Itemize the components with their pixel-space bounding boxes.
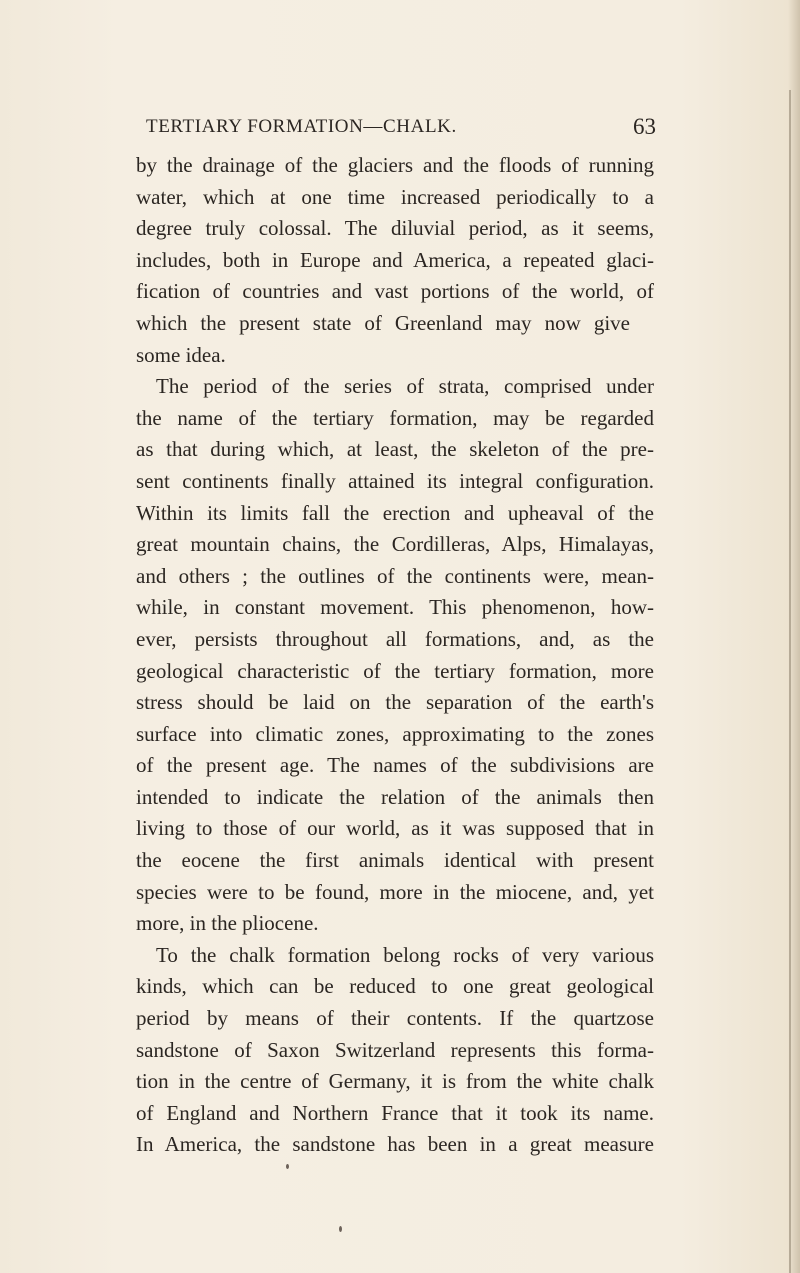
text-line: sent continents finally attained its integral configuration. xyxy=(136,468,654,493)
text-line: living to those of our world, as it was supposed that in xyxy=(136,816,654,841)
text-line: and others ; the outlines of the continents were, mean- xyxy=(136,563,654,588)
page-number: 63 xyxy=(633,114,656,139)
text-line: stress should be laid on the separation of the earth's xyxy=(136,690,654,715)
paper-speck xyxy=(286,1164,289,1169)
text-line: period by means of their contents. If the quartzose xyxy=(136,1006,654,1031)
page-header xyxy=(146,112,656,142)
paper-speck xyxy=(339,1226,342,1232)
text-line: of England and Northern France that it took its name. xyxy=(136,1100,654,1125)
text-line: the name of the tertiary formation, may be regarded xyxy=(136,405,654,430)
body-text xyxy=(136,150,654,1161)
text-line: intended to indicate the relation of the animals then xyxy=(136,784,654,809)
text-line: which the present state of Greenland may now give xyxy=(136,310,630,335)
text-line: the eocene the first animals identical with present xyxy=(136,848,654,873)
text-line: To the chalk formation belong rocks of very various xyxy=(156,942,654,967)
text-line: degree truly colossal. The diluvial period, as it seems, xyxy=(136,216,654,241)
text-line: tion in the centre of Germany, it is from the white chalk xyxy=(136,1069,654,1094)
text-line: surface into climatic zones, approximating to the zones xyxy=(136,721,654,746)
text-line: by the drainage of the glaciers and the floods of running xyxy=(136,153,654,177)
text-line: while, in constant movement. This phenomenon, how- xyxy=(136,595,654,620)
text-line: sandstone of Saxon Switzerland represents this forma- xyxy=(136,1037,654,1062)
text-line: more, in the pliocene. xyxy=(136,911,319,936)
text-line: water, which at one time increased periodically to a xyxy=(136,184,654,209)
text-line: In America, the sandstone has been in a great measure xyxy=(136,1132,654,1157)
text-line: The period of the series of strata, comprised under xyxy=(156,374,654,399)
text-line: Within its limits fall the erection and upheaval of the xyxy=(136,500,654,525)
text-line: as that during which, at least, the skeleton of the pre- xyxy=(136,437,654,462)
text-line: geological characteristic of the tertiary formation, more xyxy=(136,658,654,683)
text-line: some idea. xyxy=(136,342,226,367)
text-line: great mountain chains, the Cordilleras, Alps, Himalayas, xyxy=(136,532,654,557)
text-line: kinds, which can be reduced to one great geological xyxy=(136,974,654,999)
text-line: fication of countries and vast portions of the world, of xyxy=(136,279,654,304)
running-title: TERTIARY FORMATION—CHALK. xyxy=(146,116,457,137)
page-edge-line xyxy=(789,90,791,1273)
text-line: species were to be found, more in the miocene, and, yet xyxy=(136,879,654,904)
text-line: ever, persists throughout all formations, and, as the xyxy=(136,626,654,651)
text-line: includes, both in Europe and America, a repeated glaci- xyxy=(136,247,654,272)
text-line: of the present age. The names of the subdivisions are xyxy=(136,753,654,778)
